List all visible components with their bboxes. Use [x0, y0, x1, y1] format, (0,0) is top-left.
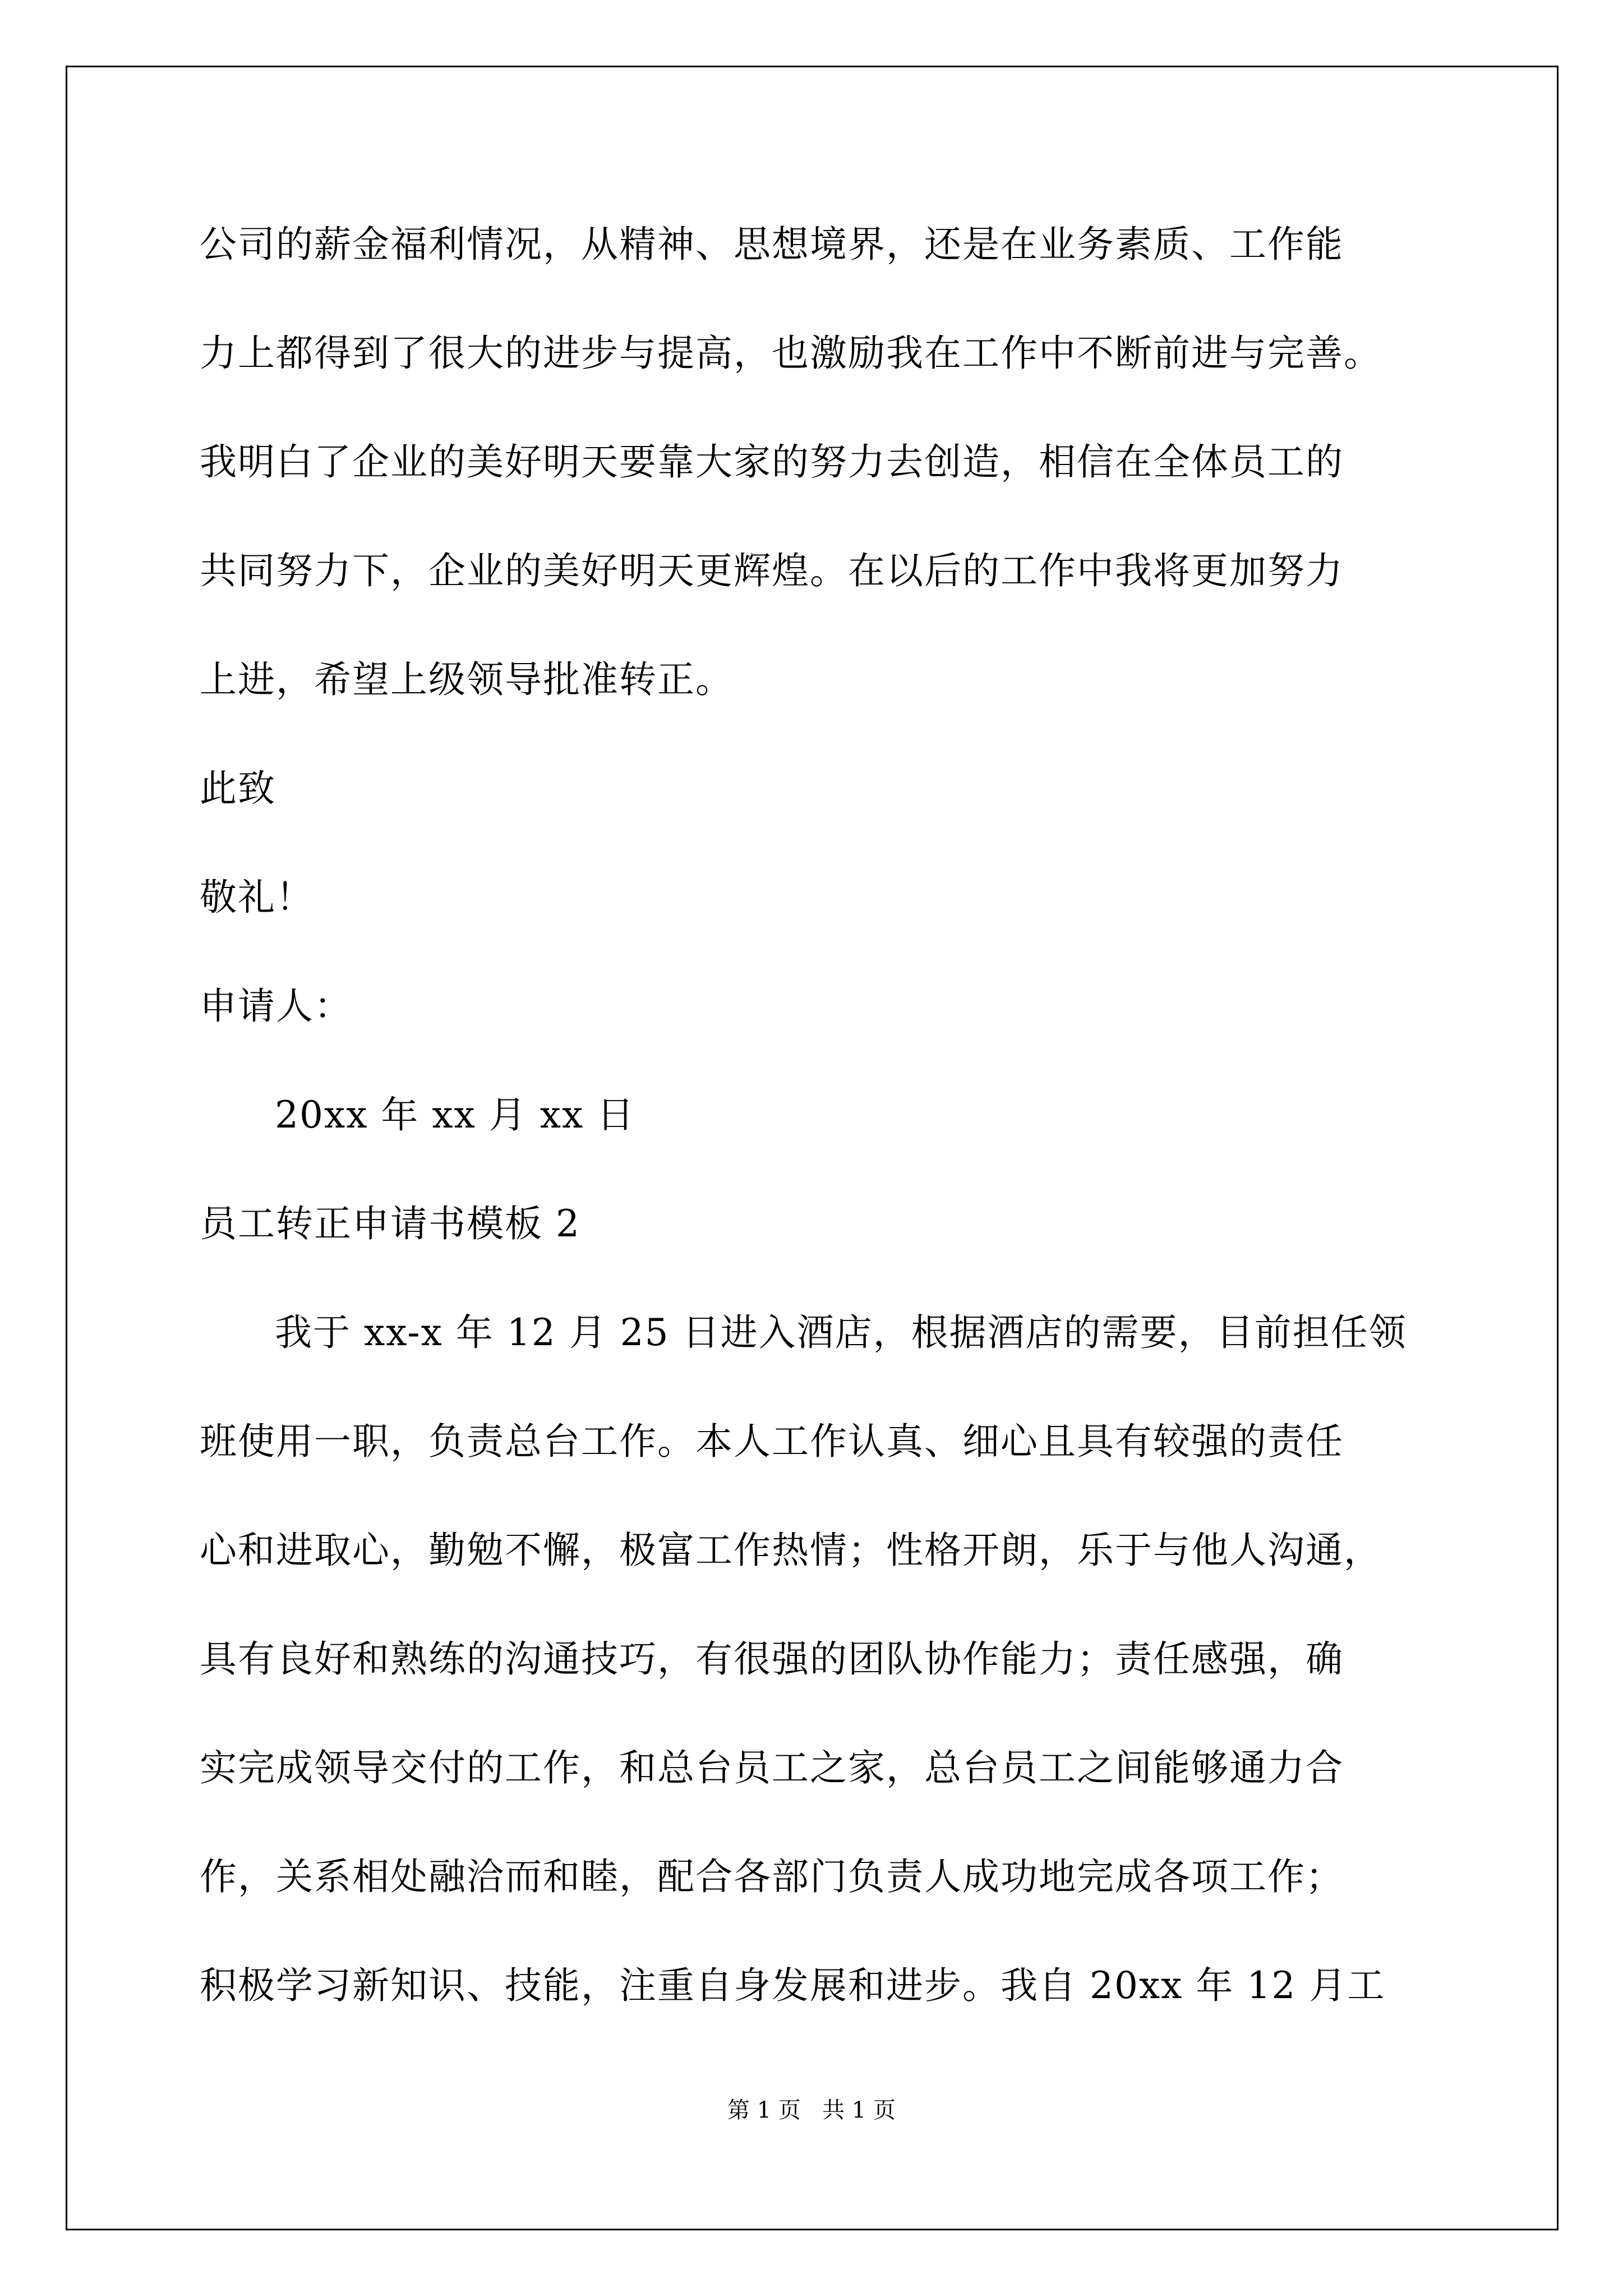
body-line-16: 作，关系相处融洽而和睦，配合各部门负责人成功地完成各项工作； [200, 1855, 1344, 1898]
section-heading: 员工转正申请书模板 2 [200, 1202, 580, 1245]
body-line-15: 实完成领导交付的工作，和总台员工之家，总台员工之间能够通力合 [200, 1746, 1344, 1789]
closing-salutation: 此致 [200, 767, 276, 810]
body-line-4: 共同努力下，企业的美好明天更辉煌。在以后的工作中我将更加努力 [200, 549, 1344, 592]
applicant-label: 申请人： [200, 984, 352, 1028]
body-line-3: 我明白了企业的美好明天要靠大家的努力去创造，相信在全体员工的 [200, 440, 1344, 484]
body-line-17: 积极学习新知识、技能，注重自身发展和进步。我自 20xx 年 12 月工 [200, 1964, 1386, 2007]
body-line-1: 公司的薪金福利情况，从精神、思想境界，还是在业务素质、工作能 [200, 223, 1344, 266]
page-border [66, 66, 1559, 2230]
closing-regards: 敬礼！ [200, 876, 314, 919]
body-line-2: 力上都得到了很大的进步与提高，也激励我在工作中不断前进与完善。 [200, 332, 1382, 375]
page-footer: 第 1 页 共 1 页 [727, 2097, 896, 2123]
body-line-5: 上进，希望上级领导批准转正。 [200, 658, 734, 701]
date-line: 20xx 年 xx 月 xx 日 [275, 1093, 635, 1137]
body-line-12: 班使用一职，负责总台工作。本人工作认真、细心且具有较强的责任 [200, 1420, 1344, 1463]
body-line-13: 心和进取心，勤勉不懈，极富工作热情；性格开朗，乐于与他人沟通， [200, 1529, 1382, 1572]
body-line-14: 具有良好和熟练的沟通技巧，有很强的团队协作能力；责任感强，确 [200, 1637, 1344, 1681]
body-line-11: 我于 xx-x 年 12 月 25 日进入酒店，根据酒店的需要，目前担任领 [275, 1311, 1407, 1354]
